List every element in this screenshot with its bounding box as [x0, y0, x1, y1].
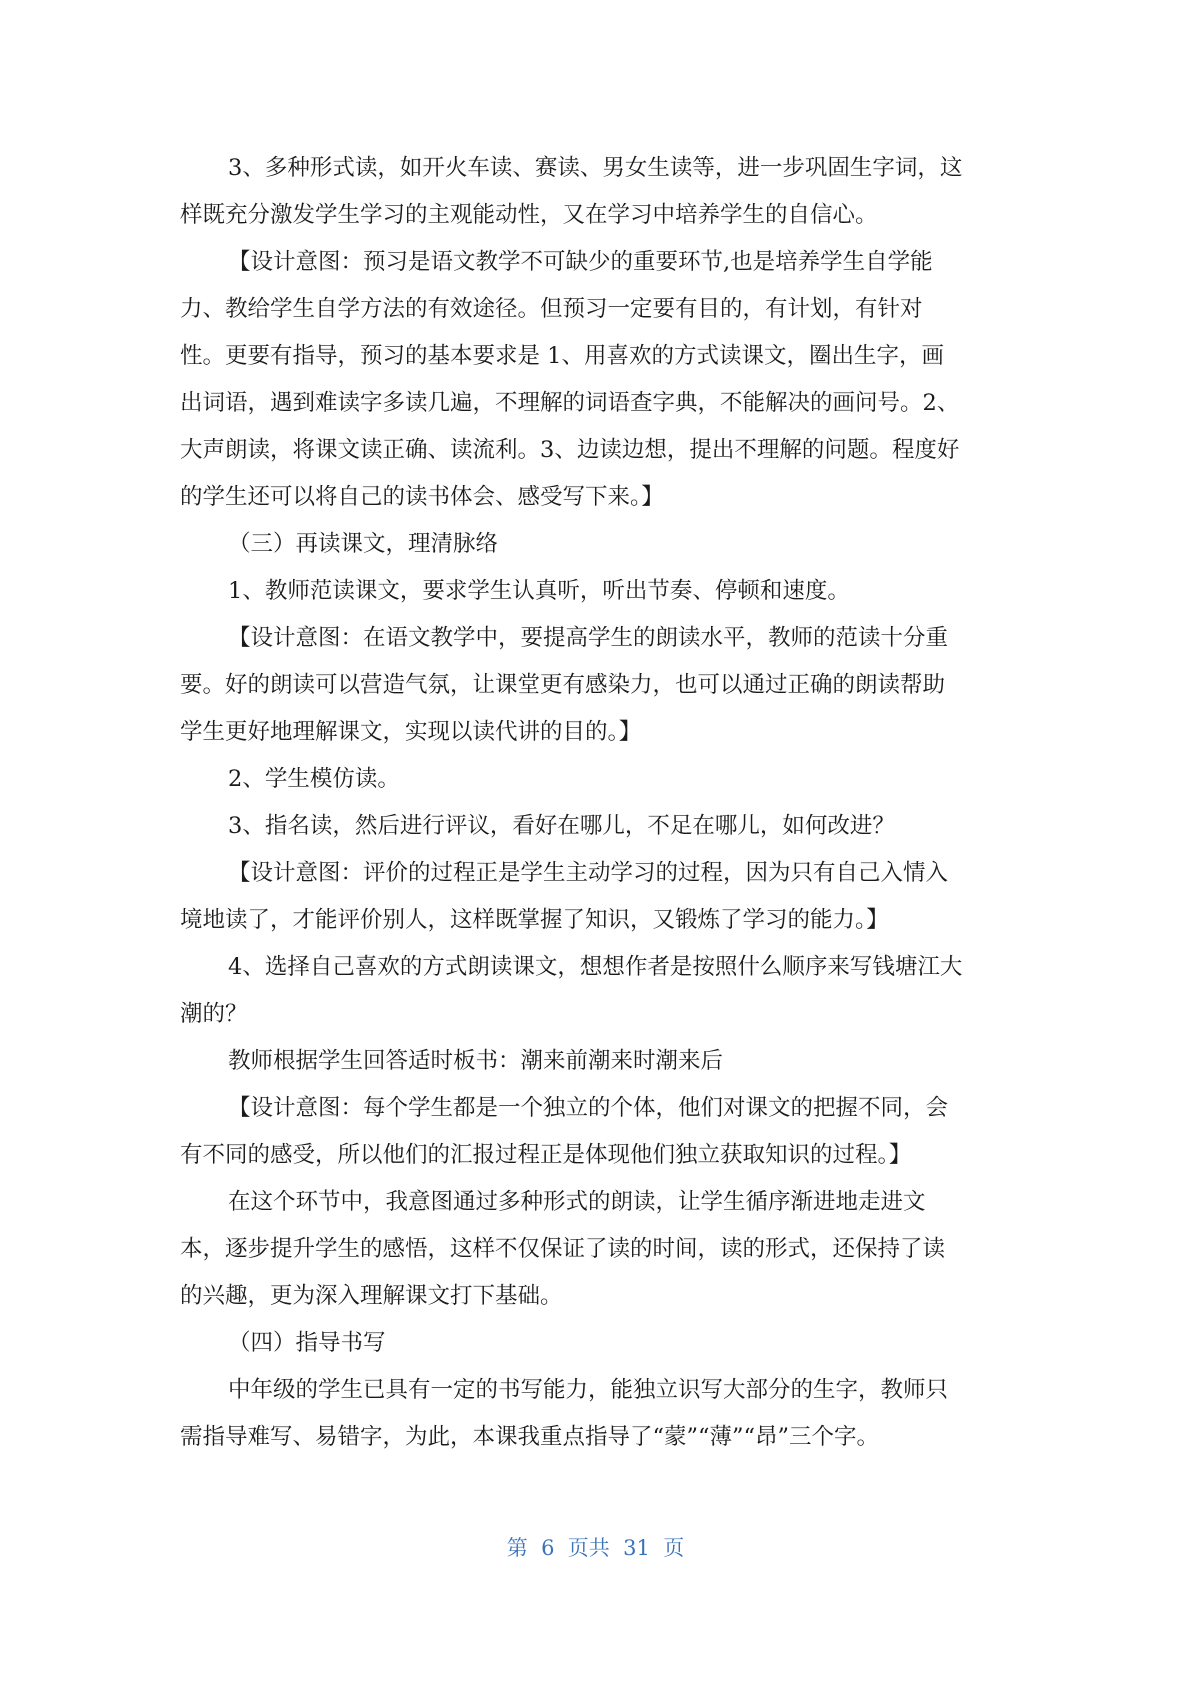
document-body: [180, 145, 1010, 1461]
text-line: 1、教师范读课文，要求学生认真听，听出节奏、停顿和速度。: [228, 578, 850, 604]
text-line: （四）指导书写: [228, 1330, 386, 1356]
text-line: 3、多种形式读，如开火车读、赛读、男女生读等，进一步巩固生字词，这: [228, 155, 963, 181]
text-line: 【设计意图：预习是语文教学不可缺少的重要环节,也是培养学生自学能: [228, 249, 933, 275]
text-line: 的学生还可以将自己的读书体会、感受写下来。】: [180, 484, 664, 510]
section-heading-4: [180, 1320, 1010, 1367]
text-line: 潮的？: [180, 1001, 248, 1027]
text-line: 2、学生模仿读。: [228, 766, 400, 792]
text-line: （三）再读课文，理清脉络: [228, 531, 499, 557]
text-line: 要。好的朗读可以营造气氛，让课堂更有感染力，也可以通过正确的朗读帮助: [180, 672, 946, 698]
text-line: 本，逐步提升学生的感悟，这样不仅保证了读的时间，读的形式，还保持了读: [180, 1236, 946, 1262]
paragraph-writing-guidance: [180, 1367, 1010, 1461]
paragraph-design-intent-individual: [180, 1085, 1010, 1179]
text-line: 样既充分激发学生学习的主观能动性，又在学习中培养学生的自信心。: [180, 202, 878, 228]
paragraph-blackboard-note: [180, 1038, 1010, 1085]
text-line: 性。更要有指导，预习的基本要求是 1、用喜欢的方式读课文，圈出生字，画: [180, 343, 944, 369]
text-line: 【设计意图：在语文教学中，要提高学生的朗读水平，教师的范读十分重: [228, 625, 949, 651]
text-line: 4、选择自己喜欢的方式朗读课文，想想作者是按照什么顺序来写钱塘江大: [228, 954, 963, 980]
section-heading-3: [180, 521, 1010, 568]
paragraph-item-3-multiple-reading: [180, 145, 1010, 239]
paragraph-item-2-imitate: [180, 756, 1010, 803]
paragraph-summary-step: [180, 1179, 1010, 1320]
text-line: 3、指名读，然后进行评议，看好在哪儿，不足在哪儿，如何改进？: [228, 813, 895, 839]
paragraph-item-1-model-reading: [180, 568, 1010, 615]
text-line: 力、教给学生自学方法的有效途径。但预习一定要有目的，有计划，有针对: [180, 296, 923, 322]
text-line: 的兴趣，更为深入理解课文打下基础。: [180, 1283, 563, 1309]
paragraph-design-intent-model-reading: [180, 615, 1010, 756]
paragraph-design-intent-evaluation: [180, 850, 1010, 944]
text-line: 【设计意图：每个学生都是一个独立的个体，他们对课文的把握不同，会: [228, 1095, 949, 1121]
text-line: 大声朗读，将课文读正确、读流利。3、边读边想，提出不理解的问题。程度好: [180, 437, 960, 463]
text-line: 教师根据学生回答适时板书：潮来前潮来时潮来后: [228, 1048, 724, 1074]
paragraph-design-intent-preview: [180, 239, 1010, 521]
text-line: 中年级的学生已具有一定的书写能力，能独立识写大部分的生字，教师只: [228, 1377, 949, 1403]
paragraph-item-4-choose-way: [180, 944, 1010, 1038]
text-line: 在这个环节中，我意图通过多种形式的朗读，让学生循序渐进地走进文: [228, 1189, 926, 1215]
text-line: 需指导难写、易错字，为此，本课我重点指导了“蒙”“薄”“昂”三个字。: [180, 1424, 880, 1450]
text-line: 【设计意图：评价的过程正是学生主动学习的过程，因为只有自己入情入: [228, 860, 949, 886]
text-line: 有不同的感受，所以他们的汇报过程正是体现他们独立获取知识的过程。】: [180, 1142, 912, 1168]
text-line: 学生更好地理解课文，实现以读代讲的目的。】: [180, 719, 642, 745]
text-line: 境地读了，才能评价别人，这样既掌握了知识，又锻炼了学习的能力。】: [180, 907, 889, 933]
page-number-footer: 第 6 页共 31 页: [506, 1536, 685, 1560]
paragraph-item-3-named-reading: [180, 803, 1010, 850]
text-line: 出词语，遇到难读字多读几遍，不理解的词语查字典，不能解决的画问号。2、: [180, 390, 960, 416]
